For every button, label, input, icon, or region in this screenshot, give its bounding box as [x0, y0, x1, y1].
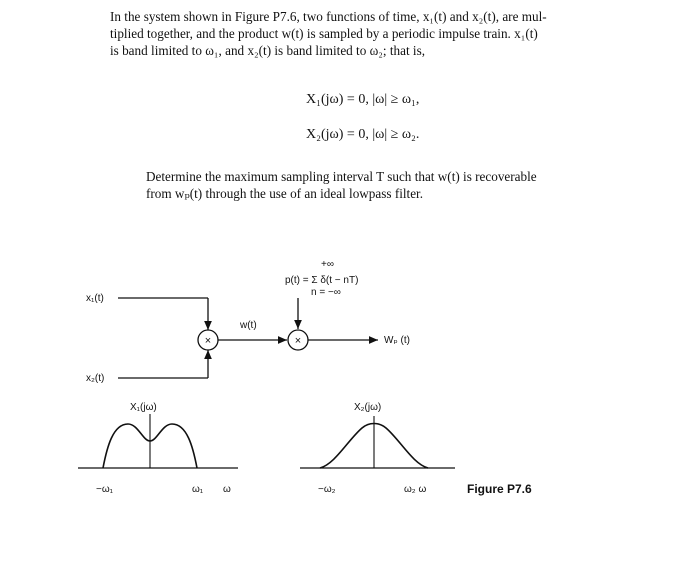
problem-line-1: In the system shown in Figure P7.6, two functions of time, x₁(t) and x₂(t), are mul-: [110, 9, 547, 24]
spectrum-x1: [78, 402, 238, 495]
x1-label: x₁(t): [86, 293, 104, 304]
sum-lower-limit: n = −∞: [311, 287, 341, 298]
question-line-2: from wₚ(t) through the use of an ideal lowpass filter.: [146, 186, 424, 201]
problem-line-3: is band limited to ω₁, and x₂(t) is band limited to ω₂; that is,: [110, 43, 426, 58]
problem-line-2: tiplied together, and the product w(t) is sampled by a periodic impulse train. x₁(t): [110, 26, 538, 41]
spectrum-x2: [300, 402, 455, 495]
x2-pos-cutoff: ω₂ ω: [404, 484, 427, 495]
equation-x1-bandlimit: X₁(jω) = 0, |ω| ≥ ω₁,: [306, 92, 420, 107]
x2-neg-cutoff: −ω₂: [318, 484, 336, 495]
x1-spectrum-title: X₁(jω): [130, 402, 157, 413]
wp-label: Wₚ (t): [384, 335, 410, 346]
figure-caption: Figure P7.6: [467, 482, 532, 496]
w-label: w(t): [240, 320, 257, 331]
x2-spectrum-title: X₂(jω): [354, 402, 382, 413]
equation-x2-bandlimit: X₂(jω) = 0, |ω| ≥ ω₂.: [306, 127, 420, 142]
x1-omega-axis-label: ω: [223, 484, 231, 495]
sum-upper-limit: +∞: [321, 259, 334, 270]
question-line-1: Determine the maximum sampling interval T such that w(t) is recoverable: [146, 169, 537, 184]
x2-label: x₂(t): [86, 373, 105, 384]
p-label: p(t) = Σ δ(t − nT): [285, 275, 359, 286]
x1-pos-cutoff: ω₁: [192, 484, 204, 495]
x1-neg-cutoff: −ω₁: [96, 484, 114, 495]
multiplier-1-symbol: ×: [204, 335, 212, 347]
block-diagram: [86, 259, 410, 384]
multiplier-2-symbol: ×: [294, 335, 302, 347]
